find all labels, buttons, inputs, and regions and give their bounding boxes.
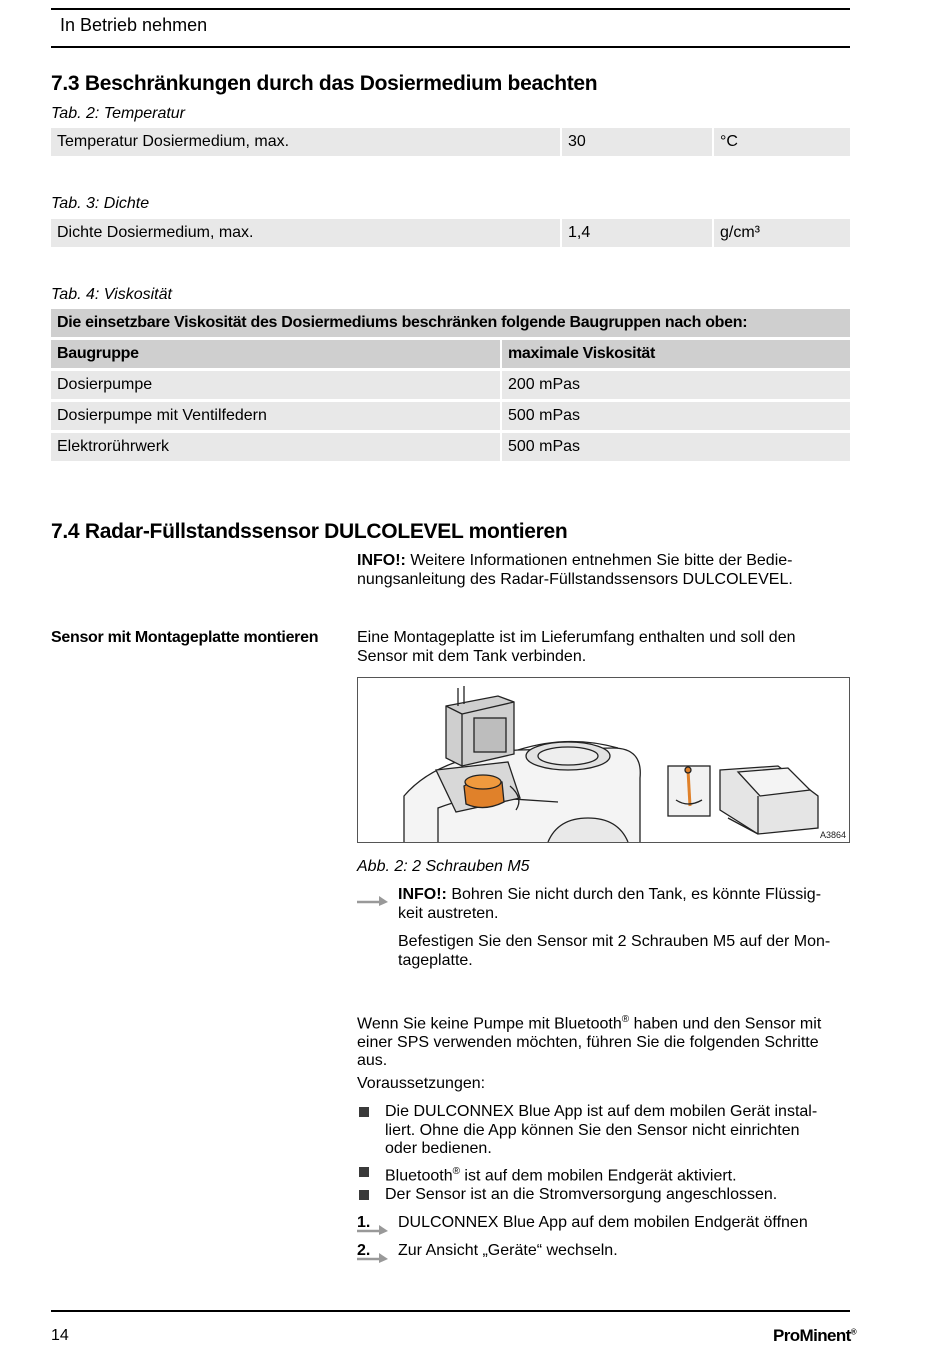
info-note (357, 552, 852, 589)
figure-code: A3864 (819, 830, 846, 840)
list-item-text: ist auf dem mobilen Endgerät aktiviert. (459, 1167, 737, 1185)
fixing-text: tageplatte. (398, 951, 473, 969)
mounting-plate-paragraph (357, 629, 852, 666)
info-label: INFO!: (357, 552, 406, 569)
fixing-instruction (398, 933, 850, 970)
prerequisites-title: Voraussetzungen: (357, 1075, 486, 1092)
paragraph-line: Sensor mit dem Tank verbinden. (357, 647, 587, 665)
logo-part: Pro (773, 1326, 800, 1345)
fixing-text: Befestigen Sie den Sensor mit 2 Schrauben M5 auf der Mon- (398, 933, 831, 950)
tab4-caption: Tab. 4: Viskosität (51, 286, 172, 303)
sensor-mounting-illustration (358, 678, 849, 842)
bullet-square-icon (359, 1107, 369, 1117)
paragraph-line: Eine Montageplatte ist im Lieferumfang enthalten und soll den (357, 629, 796, 646)
info-text-2: nungsanleitung des Radar-Füllstandssensors DULCOLEVEL. (357, 570, 793, 588)
tab2-value-cell: 30 (562, 128, 712, 156)
paragraph-text: Wenn Sie keine Pumpe mit Bluetooth (357, 1015, 622, 1033)
header-bottom-rule (51, 46, 850, 48)
drill-warning-text: keit austreten. (398, 904, 499, 922)
table-row-value: 200 mPas (502, 371, 850, 399)
tab3-label-cell: Dichte Dosiermedium, max. (51, 219, 560, 247)
step-text: Zur Ansicht „Geräte“ wechseln. (398, 1242, 618, 1259)
step-arrow-icon (357, 1250, 389, 1264)
tab4-header-viskositaet: maximale Viskosität (502, 340, 850, 368)
paragraph-text: haben und den Sensor mit (629, 1015, 822, 1033)
step-number: 2. (357, 1242, 371, 1259)
figure-caption: Abb. 2: 2 Schrauben M5 (357, 858, 530, 875)
paragraph-text: aus. (357, 1052, 388, 1070)
step-text: DULCONNEX Blue App auf dem mobilen Endgerät öffnen (398, 1214, 808, 1231)
tab2-label-cell: Temperatur Dosiermedium, max. (51, 128, 560, 156)
table-row-name: Dosierpumpe mit Ventilfedern (51, 402, 500, 430)
tab2-caption: Tab. 2: Temperatur (51, 105, 186, 122)
info-text-1: Weitere Informationen entnehmen Sie bitte der Bedie- (405, 552, 793, 569)
list-item-text: liert. Ohne die App können Sie den Sensor nicht einrichten (385, 1121, 800, 1139)
registered-mark: ® (452, 1166, 460, 1177)
plc-paragraph (357, 1011, 852, 1071)
prominent-logo (773, 1326, 856, 1346)
footer-rule (51, 1310, 850, 1312)
bullet-square-icon (359, 1167, 369, 1177)
list-item-text: Die DULCONNEX Blue App ist auf dem mobilen Gerät instal- (385, 1103, 818, 1120)
list-item-text: Bluetooth (385, 1167, 453, 1185)
info-arrow-icon (357, 893, 389, 907)
registered-mark: ® (621, 1014, 630, 1025)
section-7-4-heading: 7.4 Radar-Füllstandssensor DULCOLEVEL montieren (51, 520, 568, 543)
sensor-mounting-figure (357, 677, 850, 843)
drill-warning-text: Bohren Sie nicht durch den Tank, es könnte Flüssig- (446, 886, 822, 903)
registered-mark: ® (850, 1327, 857, 1337)
running-header: In Betrieb nehmen (60, 15, 208, 35)
list-item (385, 1163, 850, 1186)
paragraph-text: einer SPS verwenden möchten, führen Sie die folgenden Schritte (357, 1033, 819, 1051)
bullet-square-icon (359, 1190, 369, 1200)
header-top-rule (51, 8, 850, 10)
side-label: Sensor mit Montageplatte montieren (51, 629, 319, 646)
step-arrow-icon (357, 1222, 389, 1236)
tab3-caption: Tab. 3: Dichte (51, 195, 150, 212)
table-row-value: 500 mPas (502, 402, 850, 430)
table-row-name: Dosierpumpe (51, 371, 500, 399)
logo-part: Minent (799, 1326, 851, 1345)
step-number: 1. (357, 1214, 371, 1231)
list-item-text: oder bedienen. (385, 1140, 492, 1157)
table-row-name: Elektrorührwerk (51, 433, 500, 461)
tab2-unit-cell: °C (714, 128, 850, 156)
drill-warning (398, 886, 850, 923)
info2-label: INFO!: (398, 886, 447, 903)
tab4-intro-row: Die einsetzbare Viskosität des Dosiermediums beschränken folgende Baugruppen nach oben: (51, 309, 850, 337)
list-item: Der Sensor ist an die Stromversorgung angeschlossen. (385, 1186, 778, 1203)
tab3-value-cell: 1,4 (562, 219, 712, 247)
list-item (385, 1103, 850, 1159)
section-7-3-heading: 7.3 Beschränkungen durch das Dosiermedium beachten (51, 72, 598, 95)
tab4-header-baugruppe: Baugruppe (51, 340, 500, 368)
page-number: 14 (51, 1327, 69, 1344)
tab3-unit-cell: g/cm³ (714, 219, 850, 247)
table-row-value: 500 mPas (502, 433, 850, 461)
